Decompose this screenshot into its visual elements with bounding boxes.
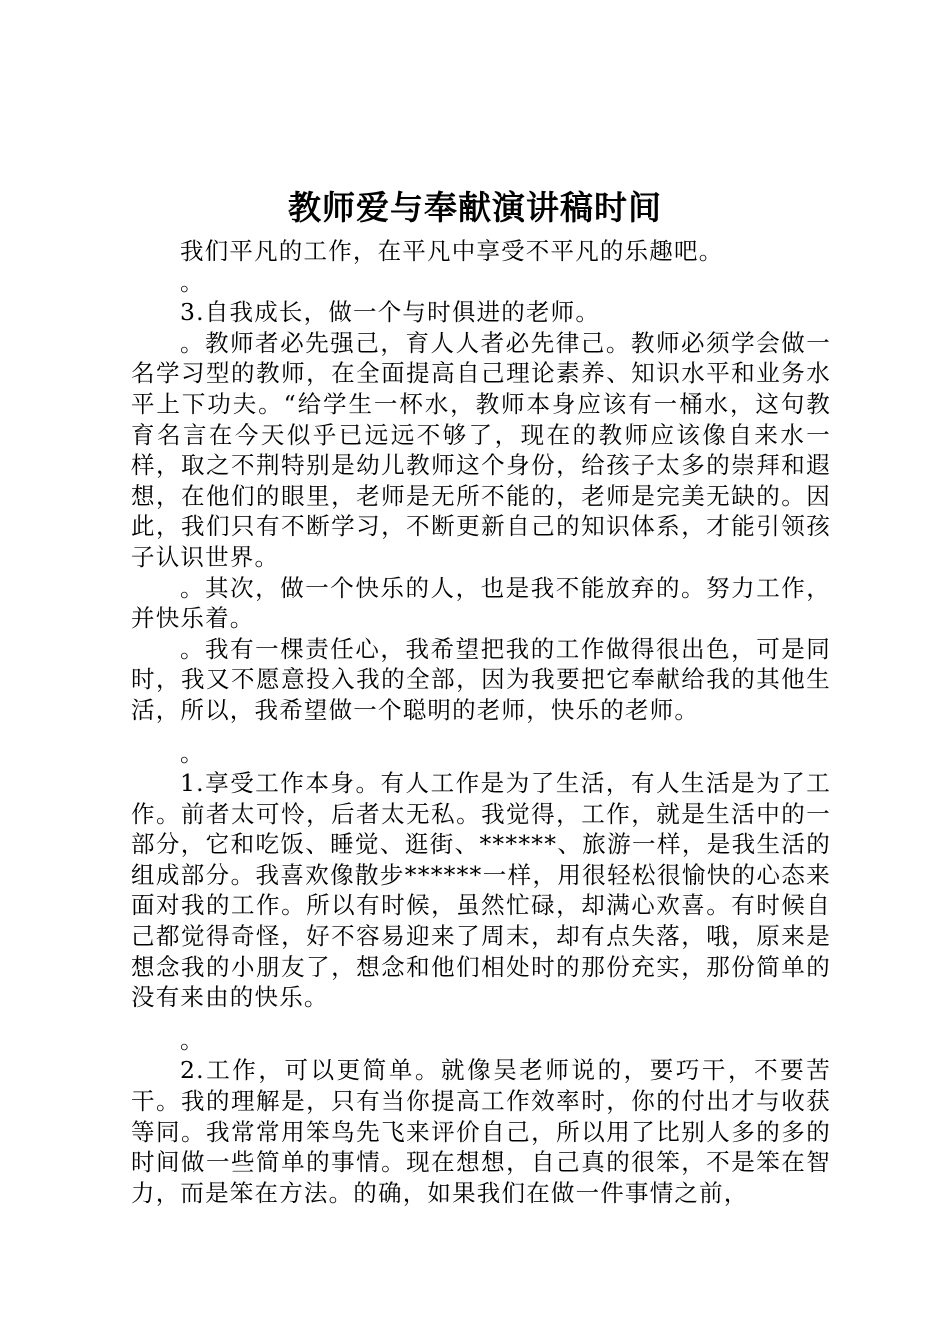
paragraph: 。教师者必先强己，育人人者必先律己。教师必须学会做一名学习型的教师，在全面提高自己理论素养、知识水平和业务水平上下功夫。“给学生一杯水，教师本身应该有一桶水，这句教育名言在今天似乎已远远不够了，现在的教师应该像自来水一样，取之不荆特别是幼儿教师这个身份，给孩子太多的崇拜和遐想，在他们的眼里，老师是无所不能的，老师是完美无缺的。因此，我们只有不断学习，不断更新自己的知识体系，才能引领孩子认识世界。 [131, 328, 831, 571]
paragraph: 2.工作，可以更简单。就像吴老师说的，要巧干，不要苦干。我的理解是，只有当你提高工作效率时，你的付出才与收获等同。我常常用笨鸟先飞来评价自己，所以用了比别人多的多的时间做一些简单的事情。现在想想，自己真的很笨，不是笨在智力，而是笨在方法。的确，如果我们在做一件事情之前， [131, 1056, 831, 1207]
paragraph: 3.自我成长，做一个与时俱进的老师。 [180, 298, 601, 327]
paragraph: 1.享受工作本身。有人工作是为了生活，有人生活是为了工作。前者太可怜，后者太无私。我觉得，工作，就是生活中的一部分，它和吃饭、睡觉、逛街、******、旅游一样，是我生活的组成部分。我喜欢像散步******一样，用很轻松很愉快的心态来面对我的工作。所以有时候，虽然忙碌，却满心欢喜。有时候自己都觉得奇怪，好不容易迎来了周末，却有点失落，哦，原来是想念我的小朋友了，想念和他们相处时的那份充实，那份简单的没有来由的快乐。 [131, 769, 831, 1012]
paragraph-gap [131, 726, 831, 738]
paragraph: 我们平凡的工作，在平凡中享受不平凡的乐趣吧。 [180, 237, 724, 265]
document-body [131, 236, 831, 1208]
document-title: 教师爱与奉献演讲稿时间 [288, 188, 662, 227]
paragraph: 。 [180, 738, 205, 767]
paragraph: 。 [180, 1025, 205, 1054]
paragraph: 。我有一棵责任心，我希望把我的工作做得很出色，可是同时，我又不愿意投入我的全部，因为我要把它奉献给我的其他生活，所以，我希望做一个聪明的老师，快乐的老师。 [131, 634, 831, 724]
paragraph-gap [131, 1013, 831, 1025]
paragraph: 。 [180, 267, 205, 296]
paragraph: 。其次，做一个快乐的人，也是我不能放弃的。努力工作，并快乐着。 [131, 573, 831, 633]
